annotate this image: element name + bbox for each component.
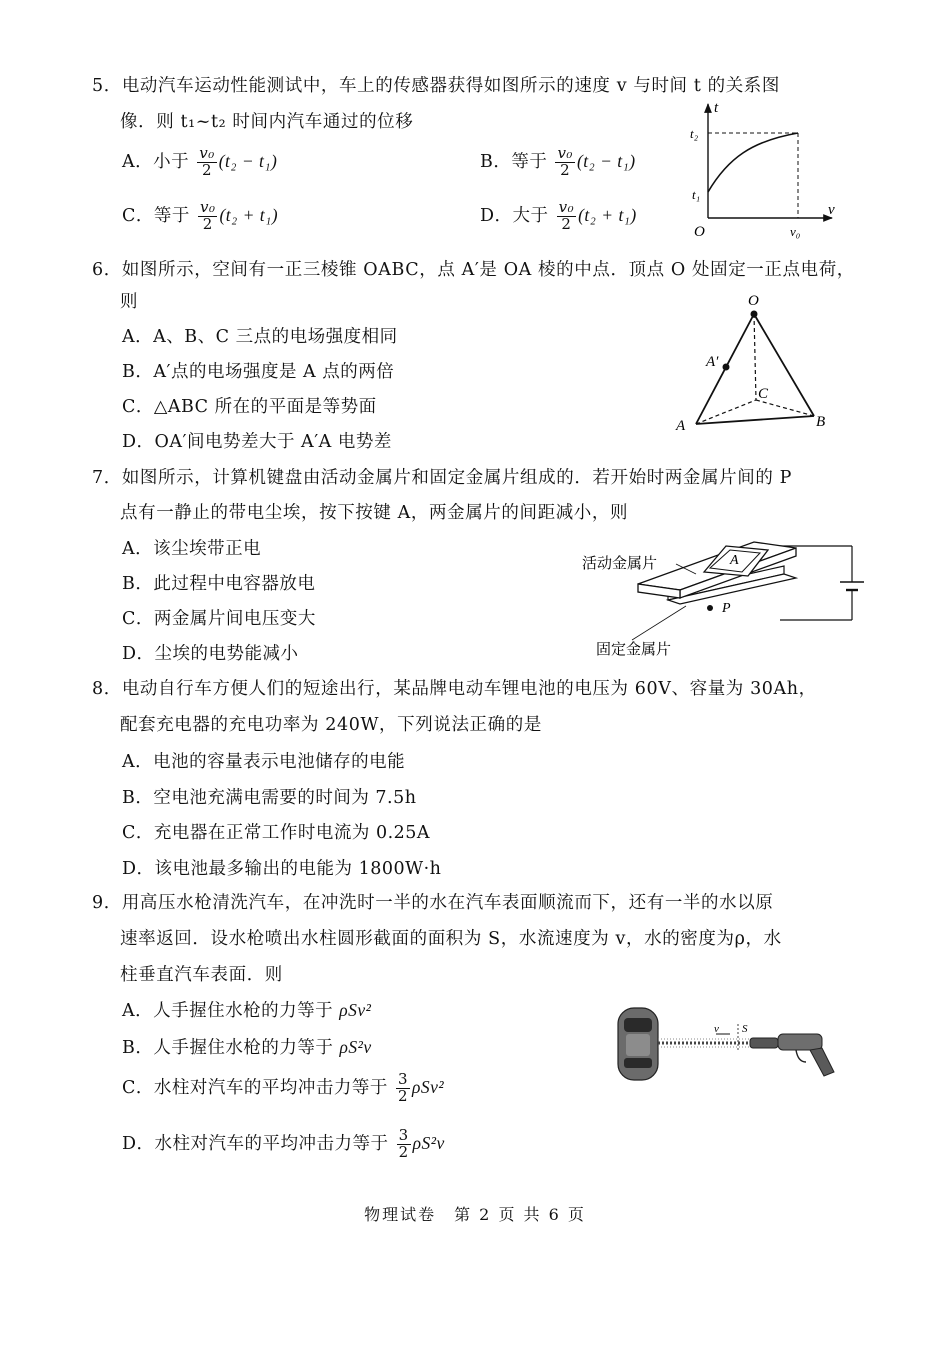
q7-label-movable: 活动金属片: [582, 556, 658, 572]
q5-origin: O: [694, 224, 705, 240]
q6-option-a[interactable]: A．A、B、C 三点的电场强度相同: [122, 327, 398, 347]
q6-option-b[interactable]: B．A′点的电场强度是 A 点的两倍: [122, 362, 395, 382]
svg-text:C: C: [758, 386, 769, 402]
q6-option-d[interactable]: D．OA′间电势差大于 A′A 电势差: [122, 432, 392, 452]
q6-pyramid-figure: [670, 290, 840, 440]
q9-stem-line2: 速率返回．设水枪喷出水柱圆形截面的面积为 S，水流速度为 v，水的密度为ρ，水: [120, 929, 782, 949]
q5-label-t2: t₂: [690, 126, 699, 141]
q9-stem-line3: 柱垂直汽车表面．则: [120, 965, 283, 985]
q8-stem-line1: 8．电动自行车方便人们的短途出行，某品牌电动车锂电池的电压为 60V、容量为 30Ah，: [92, 679, 817, 699]
svg-text:P: P: [722, 601, 731, 616]
q7-stem-line1: 7．如图所示，计算机键盘由活动金属片和固定金属片组成的．若开始时两金属片间的 P: [92, 468, 792, 488]
q5-option-c[interactable]: C．等于 $\frac{\text{v₀}}{2}$ (t₂ + t₁): [122, 198, 279, 233]
q5-axis-v: v: [828, 202, 835, 218]
q9-option-a[interactable]: A．人手握住水枪的力等于 ρSv²: [122, 1000, 372, 1021]
q8-option-a[interactable]: A．电池的容量表示电池储存的电能: [122, 752, 406, 772]
q5-curve: [708, 133, 798, 192]
q7-option-b[interactable]: B．此过程中电容器放电: [122, 574, 316, 594]
svg-text:B: B: [816, 414, 826, 430]
q5-label-v0: v₀: [790, 224, 801, 239]
q7-point-p: [707, 605, 713, 611]
q5-option-d[interactable]: D．大于 $\frac{\text{v₀}}{2}$ (t₂ + t₁): [480, 198, 637, 233]
car-icon: [618, 1008, 658, 1080]
svg-text:A′: A′: [706, 354, 719, 370]
q8-option-d[interactable]: D．该电池最多输出的电能为 1800W·h: [122, 859, 442, 879]
svg-text:A: A: [730, 553, 739, 568]
q5-option-d-fraction: $\frac{\text{v₀}}{2}$: [558, 198, 575, 233]
q5-option-c-fraction: $\frac{\text{v₀}}{2}$: [199, 198, 216, 233]
q9-water-gun-car-figure: [610, 1004, 840, 1084]
q7-stem-line2: 点有一静止的带电尘埃，按下按键 A，两金属片的间距减小，则: [120, 503, 629, 523]
page-footer: 物理试卷 第 2 页 共 6 页: [364, 1205, 586, 1224]
q5-option-b[interactable]: B．等于 $\frac{\text{v₀}}{2}$ (t₂ − t₁): [480, 144, 636, 179]
q5-stem-line1: 5．电动汽车运动性能测试中，车上的传感器获得如图所示的速度 v 与时间 t 的关系图: [92, 76, 781, 96]
q5-vt-graph: [680, 96, 840, 244]
q7-label-fixed: 固定金属片: [596, 642, 672, 658]
svg-text:v: v: [714, 1023, 719, 1035]
q6-option-c[interactable]: C．△ABC 所在的平面是等势面: [122, 397, 377, 417]
q8-option-b[interactable]: B．空电池充满电需要的时间为 7.5h: [122, 788, 417, 808]
q9-option-c[interactable]: C．水柱对汽车的平均冲击力等于 $\frac{3}{2}$ ρSv²: [122, 1070, 445, 1105]
q7-option-d[interactable]: D．尘埃的电势能减小: [122, 644, 299, 664]
q5-label-t1: t₁: [692, 187, 701, 202]
q9-stem-line1: 9．用高压水枪清洗汽车，在冲洗时一半的水在汽车表面顺流而下，还有一半的水以原: [92, 893, 774, 913]
q8-option-c[interactable]: C．充电器在正常工作时电流为 0.25A: [122, 823, 431, 843]
water-gun-icon: [750, 1034, 834, 1076]
q9-option-b[interactable]: B．人手握住水枪的力等于 ρS²v: [122, 1037, 372, 1058]
q5-option-a[interactable]: A．小于 $\frac{\text{v₀}}{2}$ (t₂ − t₁): [122, 144, 278, 179]
svg-text:O: O: [748, 293, 759, 309]
q7-keyboard-capacitor-figure: [576, 528, 876, 662]
q5-stem-line2: 像．则 t₁~t₂ 时间内汽车通过的位移: [120, 112, 414, 132]
svg-text:A: A: [676, 418, 686, 434]
svg-text:S: S: [742, 1023, 748, 1035]
q8-stem-line2: 配套充电器的充电功率为 240W，下列说法正确的是: [120, 715, 542, 735]
q5-option-b-fraction: $\frac{\text{v₀}}{2}$: [557, 144, 573, 179]
q6-stem-line1: 6．如图所示，空间有一正三棱锥 OABC，点 A′是 OA 棱的中点．顶点 O 处固定一正点电荷，: [92, 260, 855, 280]
q5-axis-t: t: [714, 100, 719, 116]
q6-point-o: [751, 311, 758, 318]
q9-option-d[interactable]: D．水柱对汽车的平均冲击力等于 $\frac{3}{2}$ ρS²v: [122, 1126, 445, 1161]
q5-option-a-fraction: $\frac{\text{v₀}}{2}$: [199, 144, 215, 179]
q7-option-c[interactable]: C．两金属片间电压变大: [122, 609, 316, 629]
q6-point-a-prime: [723, 364, 730, 371]
q7-option-a[interactable]: A．该尘埃带正电: [122, 539, 262, 559]
q6-stem-line2: 则: [120, 292, 139, 312]
